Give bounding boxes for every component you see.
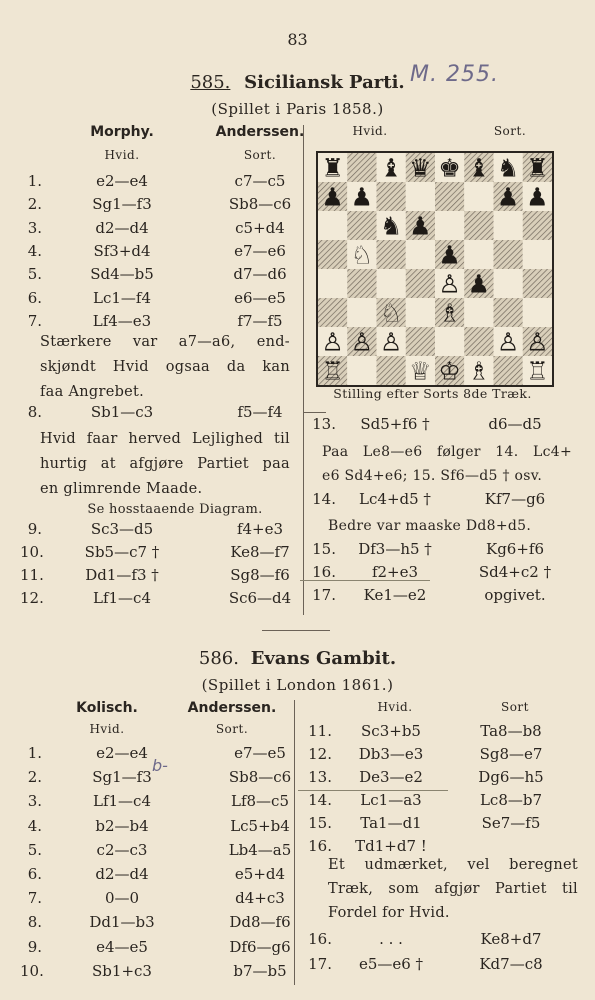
pencil-underline bbox=[298, 790, 448, 791]
move-row bbox=[20, 841, 300, 863]
board-square bbox=[523, 240, 552, 269]
game-585-comment-13 bbox=[322, 440, 572, 488]
white-move: De3—e2 bbox=[359, 768, 423, 786]
black-knight-icon: ♞ bbox=[379, 211, 403, 241]
move-row bbox=[20, 589, 320, 611]
move-number: 16. bbox=[308, 930, 332, 948]
board-square bbox=[318, 211, 347, 240]
game-585-black-label: Sort. bbox=[243, 148, 277, 162]
comment-line: skjøndt Hvid ogsaa da kan bbox=[40, 359, 290, 375]
black-move: e6—e5 bbox=[234, 288, 286, 307]
white-queen-icon: ♕ bbox=[409, 356, 432, 385]
white-pawn-icon: ♙ bbox=[496, 327, 520, 357]
move-row bbox=[20, 195, 320, 217]
move-row bbox=[20, 865, 300, 887]
board-square bbox=[406, 298, 435, 327]
move-number: 4. bbox=[27, 816, 42, 835]
separator bbox=[304, 412, 326, 413]
white-move: f2+e3 bbox=[371, 563, 419, 581]
white-rook-icon: ♖ bbox=[526, 356, 549, 385]
move-row bbox=[306, 955, 576, 977]
board-header-black: Sort. bbox=[493, 124, 527, 138]
move-number: 13. bbox=[312, 415, 336, 433]
move-row bbox=[310, 586, 580, 608]
move-number: 4. bbox=[27, 241, 42, 260]
board-square bbox=[494, 269, 523, 298]
black-pawn-icon: ♟ bbox=[409, 211, 432, 241]
handwritten-mark: b- bbox=[152, 756, 168, 775]
move-number: 12. bbox=[308, 745, 332, 763]
black-move: Lc5+b4 bbox=[230, 816, 290, 835]
move-number: 15. bbox=[308, 814, 332, 832]
game-585-black-player: Anderssen. bbox=[215, 124, 305, 140]
move-number: 5. bbox=[27, 265, 42, 284]
white-move: Lc1—f4 bbox=[92, 288, 151, 307]
board-square bbox=[464, 298, 493, 327]
white-move: Lf1—c4 bbox=[92, 792, 151, 811]
board-square bbox=[464, 327, 493, 356]
white-pawn-icon: ♙ bbox=[379, 327, 403, 357]
white-move: Sb1+c3 bbox=[92, 961, 152, 980]
board-square bbox=[347, 153, 376, 182]
board-square bbox=[347, 356, 376, 385]
handwritten-note: M. 255. bbox=[410, 62, 499, 87]
white-move: . . . bbox=[379, 930, 403, 948]
comment-line: Hvid faar herved Lejlighed til bbox=[40, 431, 290, 447]
diagram-reference: Se hosstaaende Diagram. bbox=[87, 502, 263, 517]
game-585-number: 585. bbox=[190, 72, 231, 93]
white-move: 0—0 bbox=[104, 889, 140, 908]
move-row bbox=[20, 566, 320, 588]
game-586-name: Evans Gambit. bbox=[250, 648, 397, 669]
white-pawn-icon: ♙ bbox=[350, 327, 374, 357]
move-row bbox=[310, 540, 580, 562]
black-move: Lf8—c5 bbox=[230, 792, 289, 811]
move-row bbox=[310, 563, 580, 585]
move-number: 3. bbox=[27, 792, 42, 811]
move-number: 7. bbox=[27, 889, 42, 908]
black-move: Df6—g6 bbox=[229, 937, 291, 956]
black-move: Kg6+f6 bbox=[485, 540, 544, 558]
move-number: 9. bbox=[27, 937, 42, 956]
move-number: 5. bbox=[27, 840, 42, 859]
black-move: Ta8—b8 bbox=[480, 722, 542, 740]
game-585-move-8 bbox=[20, 403, 320, 425]
white-move: c2—c3 bbox=[96, 840, 148, 859]
move-number: 12. bbox=[20, 589, 44, 607]
board-caption: Stilling efter Sorts 8de Træk. bbox=[333, 386, 532, 401]
board-square bbox=[406, 269, 435, 298]
game-585-move-14 bbox=[310, 490, 580, 512]
white-knight-icon: ♘ bbox=[350, 240, 374, 270]
game-586-number: 586. bbox=[198, 648, 239, 669]
white-pawn-icon: ♙ bbox=[526, 327, 549, 357]
white-rook-icon: ♖ bbox=[321, 356, 344, 385]
white-move: Ta1—d1 bbox=[360, 814, 422, 832]
white-knight-icon: ♘ bbox=[379, 298, 403, 328]
chess-board bbox=[318, 153, 552, 385]
black-move: b7—b5 bbox=[233, 961, 287, 980]
black-rook-icon: ♜ bbox=[526, 153, 549, 183]
white-pawn-icon: ♙ bbox=[321, 327, 344, 357]
move-row bbox=[20, 792, 300, 814]
board-square bbox=[523, 211, 552, 240]
move-number: 16. bbox=[312, 563, 336, 581]
move-number: 15. bbox=[312, 540, 336, 558]
black-move: Sd4+c2 † bbox=[478, 563, 552, 581]
black-move: d4+c3 bbox=[235, 889, 285, 908]
board-square bbox=[377, 182, 406, 211]
move-number: 11. bbox=[308, 722, 332, 740]
black-move: Ke8+d7 bbox=[480, 930, 542, 948]
white-move: Sb1—c3 bbox=[90, 403, 154, 421]
move-row bbox=[20, 265, 320, 287]
black-knight-icon: ♞ bbox=[496, 153, 520, 183]
move-number: 7. bbox=[27, 311, 42, 330]
black-move: Sb8—c6 bbox=[228, 768, 292, 787]
move-row bbox=[20, 289, 320, 311]
pencil-underline bbox=[300, 580, 430, 581]
move-number: 9. bbox=[27, 520, 42, 538]
white-move: Sd5+f6 † bbox=[360, 415, 430, 433]
game-586-black-label-right: Sort bbox=[500, 700, 529, 714]
white-move: d2—d4 bbox=[95, 218, 149, 237]
board-square bbox=[464, 211, 493, 240]
game-585-subtitle: (Spillet i Paris 1858.) bbox=[211, 100, 384, 118]
move-row bbox=[20, 889, 300, 911]
game-586-subtitle: (Spillet i London 1861.) bbox=[201, 676, 394, 694]
move-row bbox=[20, 242, 320, 264]
board-square bbox=[435, 211, 464, 240]
board-square bbox=[377, 269, 406, 298]
move-row bbox=[20, 219, 320, 241]
move-number: 16. bbox=[308, 837, 332, 855]
board-square bbox=[494, 298, 523, 327]
white-move: e4—e5 bbox=[96, 937, 148, 956]
board-square bbox=[435, 327, 464, 356]
black-move: Sg8—f6 bbox=[230, 566, 290, 584]
game-585-white-player: Morphy. bbox=[90, 124, 154, 140]
black-bishop-icon: ♝ bbox=[379, 153, 403, 183]
black-bishop-icon: ♝ bbox=[467, 153, 491, 183]
black-move: opgivet. bbox=[484, 586, 546, 604]
move-number: 10. bbox=[20, 543, 44, 561]
white-move: Sf3+d4 bbox=[93, 241, 151, 260]
move-number: 6. bbox=[27, 288, 42, 307]
move-row bbox=[20, 744, 300, 766]
white-move: Sg1—f3 bbox=[92, 195, 152, 214]
white-move: e5—e6 † bbox=[358, 955, 424, 973]
game-585-comment-8 bbox=[40, 427, 290, 502]
move-number: 10. bbox=[20, 961, 44, 980]
game-586-white-player: Kolisch. bbox=[76, 700, 138, 716]
page-number: 83 bbox=[287, 30, 308, 49]
black-pawn-icon: ♟ bbox=[350, 182, 374, 212]
comment-line: en glimrende Maade. bbox=[40, 481, 203, 497]
black-move: Dd8—f6 bbox=[229, 913, 291, 932]
board-square bbox=[318, 298, 347, 327]
white-move: Dd1—f3 † bbox=[85, 566, 159, 584]
black-move: Se7—f5 bbox=[481, 814, 541, 832]
white-move: Lf1—c4 bbox=[92, 589, 151, 607]
move-row bbox=[306, 745, 576, 767]
move-number: 2. bbox=[27, 768, 42, 787]
board-square bbox=[494, 240, 523, 269]
black-move: c5+d4 bbox=[235, 218, 285, 237]
column-divider bbox=[303, 125, 304, 615]
move-row bbox=[306, 930, 576, 952]
black-queen-icon: ♛ bbox=[409, 153, 432, 183]
white-move: Db3—e3 bbox=[358, 745, 424, 763]
white-move: Ke1—e2 bbox=[363, 586, 427, 604]
move-number: 17. bbox=[308, 955, 332, 973]
white-move: d2—d4 bbox=[95, 865, 149, 883]
move-number: 3. bbox=[27, 218, 42, 237]
game-separator bbox=[262, 630, 330, 631]
game-586-black-label: Sort. bbox=[215, 722, 249, 736]
comment-line: faa Angrebet. bbox=[40, 384, 145, 400]
white-move: Df3—h5 † bbox=[358, 540, 432, 558]
board-square bbox=[406, 240, 435, 269]
board-square bbox=[347, 298, 376, 327]
board-square bbox=[494, 211, 523, 240]
game-585-name: Siciliansk Parti. bbox=[244, 72, 405, 93]
white-king-icon: ♔ bbox=[438, 356, 461, 385]
move-number: 13. bbox=[308, 768, 332, 786]
comment-line: Træk, som afgjør Partiet til bbox=[328, 881, 578, 897]
move-row bbox=[20, 520, 320, 542]
white-move: Dd1—b3 bbox=[89, 913, 155, 932]
white-move: Sg1—f3 bbox=[92, 768, 152, 787]
move-number: 11. bbox=[20, 566, 44, 584]
move-row bbox=[20, 768, 300, 790]
move-row bbox=[20, 962, 300, 984]
board-square bbox=[464, 182, 493, 211]
board-square bbox=[377, 356, 406, 385]
white-move: b2—b4 bbox=[95, 816, 149, 835]
black-move: Sb8—c6 bbox=[228, 195, 292, 214]
game-586-title bbox=[0, 648, 595, 669]
move-number: 17. bbox=[312, 586, 336, 604]
white-move: Sb5—c7 † bbox=[84, 543, 160, 561]
comment-line: Paa Le8—e6 følger 14. Lc4+ bbox=[322, 444, 572, 460]
white-move: Sc3—d5 bbox=[90, 520, 154, 538]
game-586-white-label: Hvid. bbox=[89, 722, 125, 736]
move-row bbox=[20, 817, 300, 839]
white-move: e2—e4 bbox=[96, 172, 148, 190]
board-square bbox=[494, 356, 523, 385]
board-square bbox=[347, 269, 376, 298]
white-move: Sc3+b5 bbox=[361, 722, 421, 740]
black-king-icon: ♚ bbox=[438, 153, 461, 183]
move-row bbox=[20, 913, 300, 935]
black-pawn-icon: ♟ bbox=[467, 269, 491, 299]
board-square bbox=[435, 182, 464, 211]
move-row bbox=[20, 172, 320, 194]
white-bishop-icon: ♗ bbox=[467, 356, 491, 385]
white-move: Td1+d7 ! bbox=[355, 837, 427, 855]
black-move: Sg8—e7 bbox=[479, 745, 543, 763]
move-row bbox=[20, 543, 320, 565]
board-square bbox=[347, 211, 376, 240]
move-number: 2. bbox=[27, 195, 42, 214]
black-move: e7—e5 bbox=[234, 744, 286, 762]
board-square bbox=[523, 298, 552, 327]
board-square bbox=[406, 182, 435, 211]
black-move: d7—d6 bbox=[233, 265, 287, 284]
comment-line: Fordel for Hvid. bbox=[328, 905, 450, 921]
white-bishop-icon: ♗ bbox=[438, 298, 461, 328]
game-586-black-player: Anderssen. bbox=[187, 700, 277, 716]
move-number: 14. bbox=[312, 490, 336, 508]
black-move: Lc8—b7 bbox=[479, 791, 543, 809]
game-585-title bbox=[0, 72, 595, 93]
black-pawn-icon: ♟ bbox=[526, 182, 549, 212]
black-move: Ke8—f7 bbox=[230, 543, 290, 561]
chess-diagram bbox=[316, 151, 554, 387]
move-number: 8. bbox=[27, 403, 42, 421]
board-square bbox=[318, 240, 347, 269]
black-move: f5—f4 bbox=[237, 403, 283, 421]
game-585-white-label: Hvid. bbox=[104, 148, 140, 162]
comment-line: hurtig at afgjøre Partiet paa bbox=[40, 456, 290, 472]
black-move: Dg6—h5 bbox=[478, 768, 544, 786]
game-586-white-label-right: Hvid. bbox=[377, 700, 413, 714]
black-move: f7—f5 bbox=[237, 311, 283, 330]
board-square bbox=[464, 240, 493, 269]
move-row bbox=[306, 768, 576, 790]
white-move: Lc4+d5 † bbox=[359, 490, 431, 508]
black-move: f4+e3 bbox=[236, 520, 284, 538]
black-move: c7—c5 bbox=[234, 172, 286, 190]
move-number: 14. bbox=[308, 791, 332, 809]
move-row bbox=[306, 722, 576, 744]
black-pawn-icon: ♟ bbox=[321, 182, 344, 212]
black-rook-icon: ♜ bbox=[321, 153, 344, 183]
board-square bbox=[406, 327, 435, 356]
board-square bbox=[377, 240, 406, 269]
black-move: e5+d4 bbox=[234, 865, 286, 883]
game-585-comment-14: Bedre var maaske Dd8+d5. bbox=[328, 518, 532, 534]
black-move: Kd7—c8 bbox=[479, 955, 543, 973]
comment-line: Stærkere var a7—a6, end- bbox=[40, 334, 290, 350]
move-row bbox=[306, 791, 576, 813]
game-585-comment-7 bbox=[40, 330, 290, 405]
white-move: Sd4—b5 bbox=[90, 265, 154, 284]
black-move: Lb4—a5 bbox=[228, 840, 292, 859]
white-pawn-icon: ♙ bbox=[438, 269, 461, 299]
comment-line: Et udmærket, vel beregnet bbox=[328, 857, 578, 873]
white-move: e2—e4 bbox=[96, 744, 148, 762]
move-number: 6. bbox=[27, 865, 42, 883]
move-row bbox=[20, 938, 300, 960]
game-585-move-13 bbox=[310, 415, 580, 437]
move-number: 1. bbox=[27, 744, 42, 762]
white-move: Lc1—a3 bbox=[360, 791, 422, 809]
black-pawn-icon: ♟ bbox=[438, 240, 461, 270]
board-square bbox=[523, 269, 552, 298]
board-header-white: Hvid. bbox=[352, 124, 388, 138]
black-move: d6—d5 bbox=[488, 415, 542, 433]
board-square bbox=[318, 269, 347, 298]
black-pawn-icon: ♟ bbox=[496, 182, 520, 212]
white-move: Lf4—e3 bbox=[92, 311, 152, 330]
move-row bbox=[306, 814, 576, 836]
move-number: 8. bbox=[27, 913, 42, 932]
black-move: Kf7—g6 bbox=[484, 490, 546, 508]
black-move: e7—e6 bbox=[234, 241, 286, 260]
game-586-comment-16 bbox=[328, 853, 578, 925]
comment-line: e6 Sd4+e6; 15. Sf6—d5 † osv. bbox=[322, 468, 543, 484]
move-number: 1. bbox=[27, 172, 42, 190]
black-move: Sc6—d4 bbox=[228, 589, 292, 607]
